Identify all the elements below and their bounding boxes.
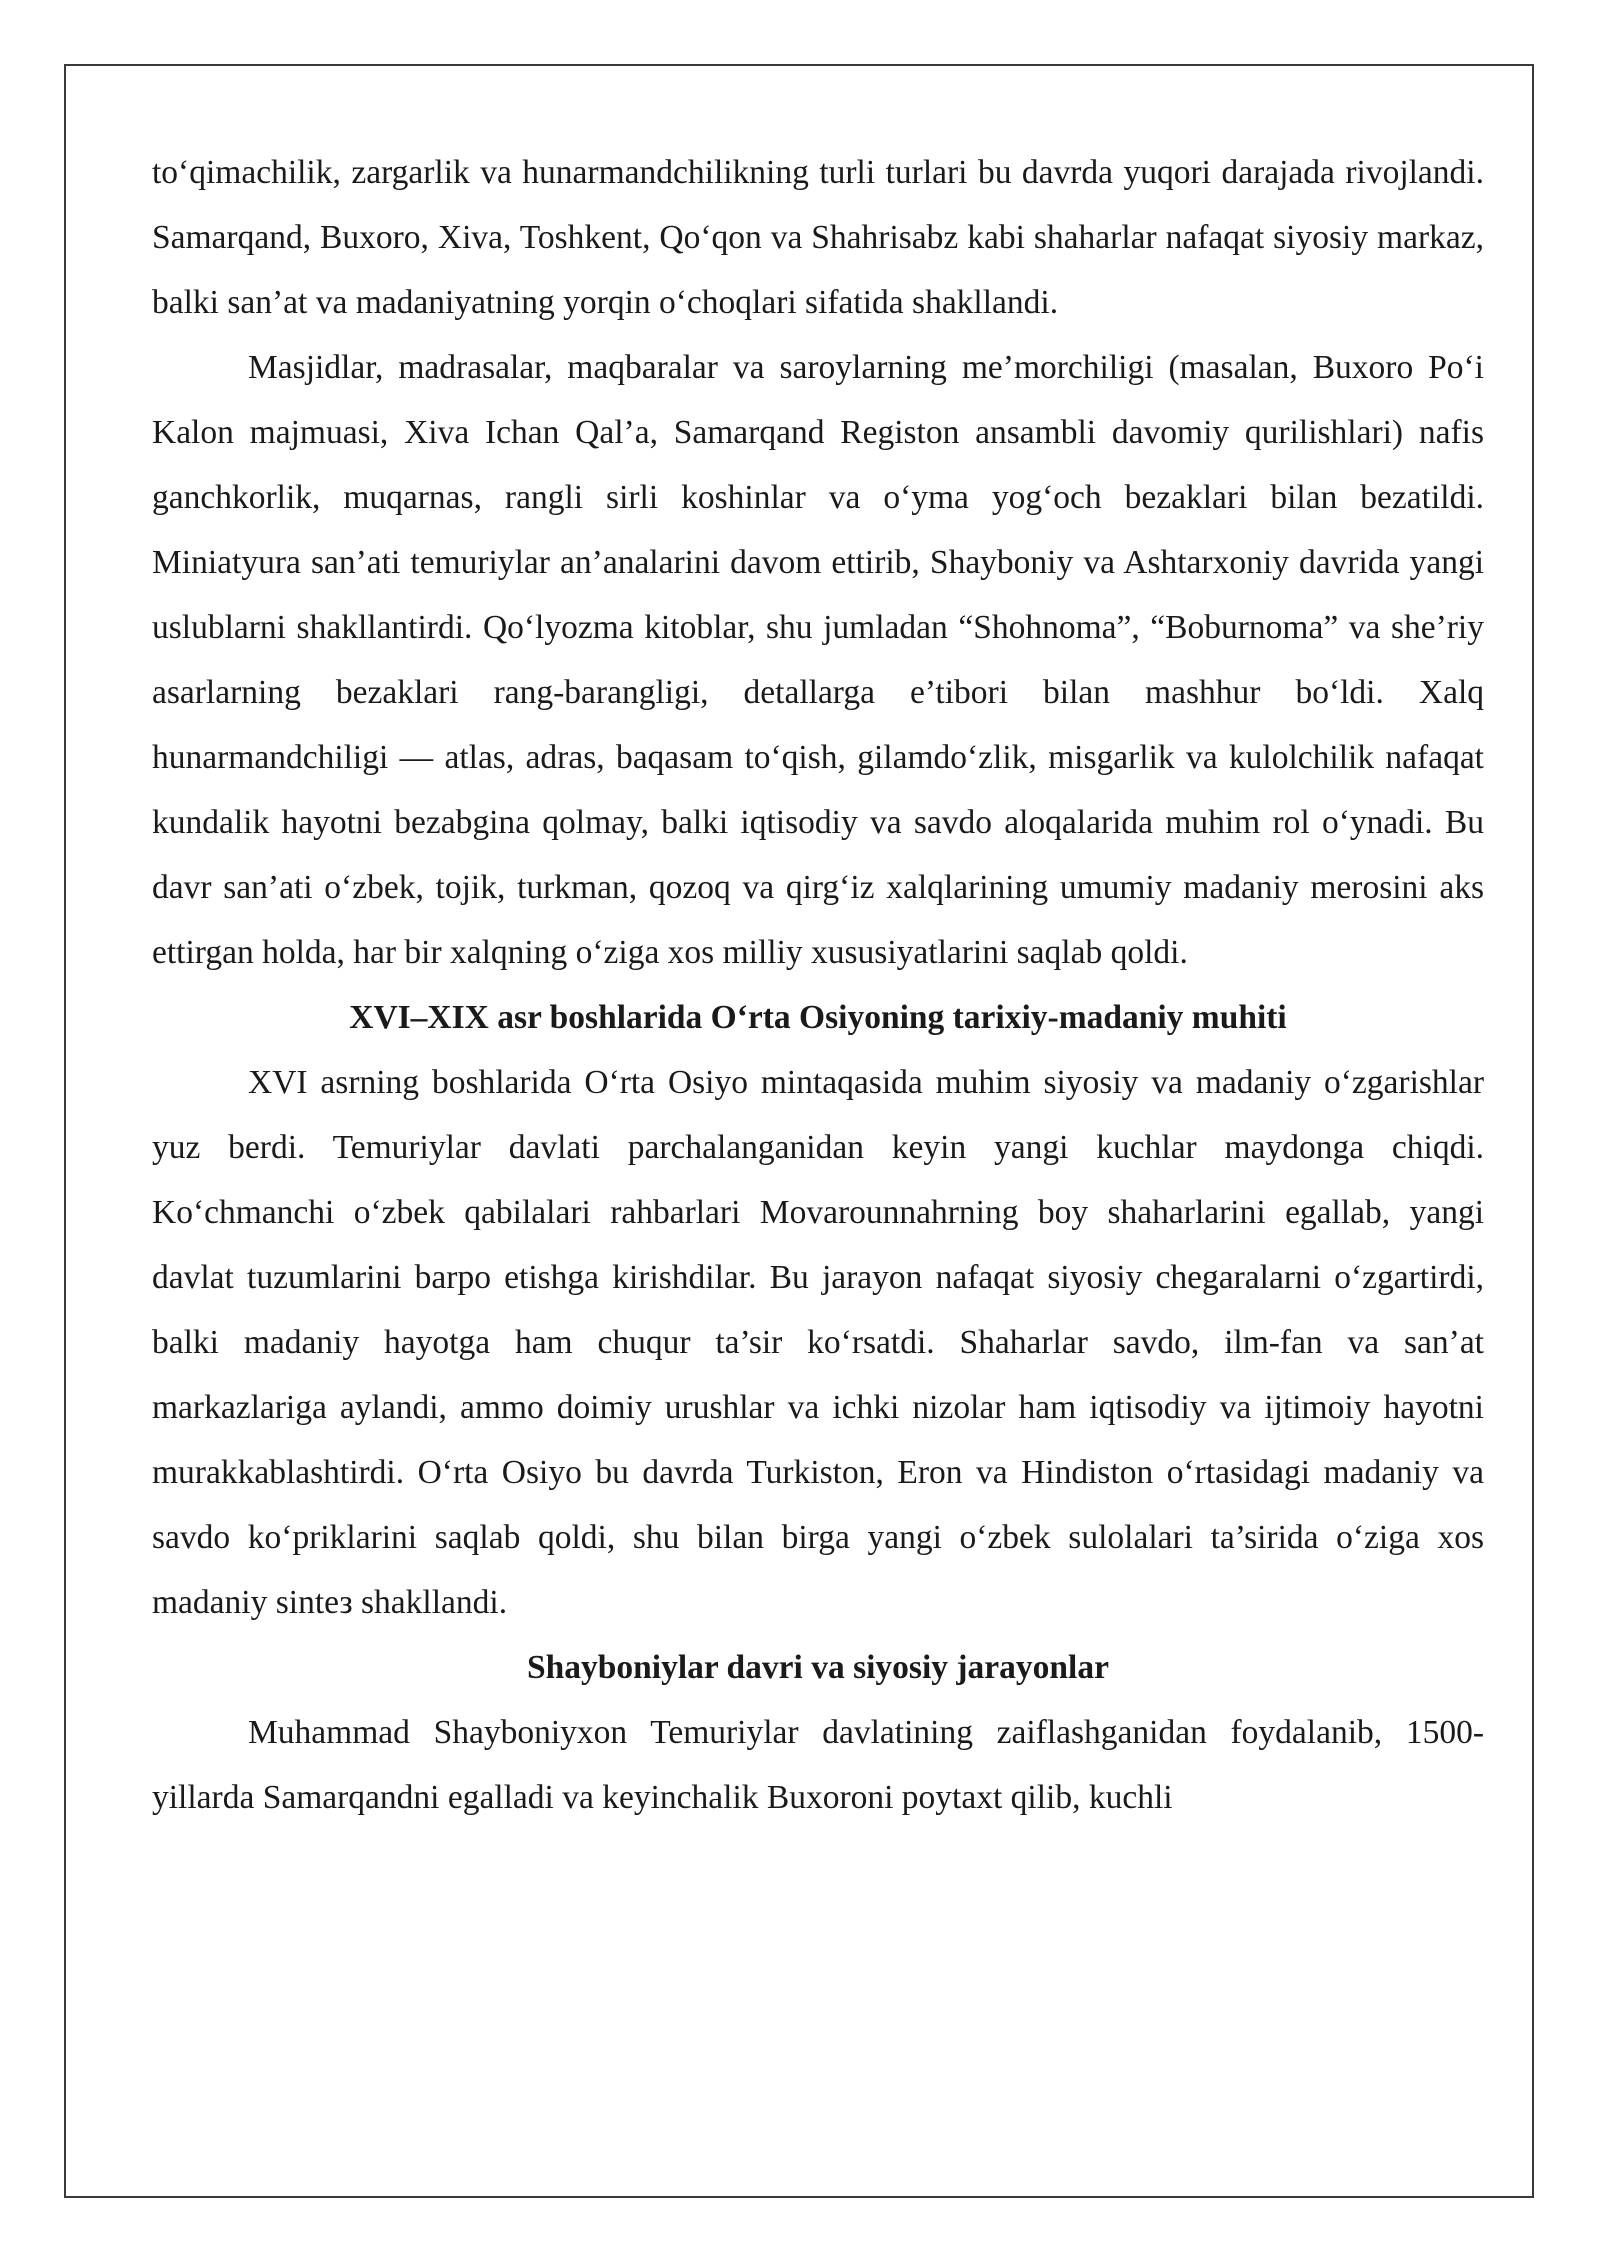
document-body [152,140,1484,1830]
section-heading-shaybanids: Shayboniylar davri va siyosiy jarayonlar [527,1649,1109,1686]
paragraph-crafts-cities: to‘qimachilik, zargarlik va hunarmandchilikning turli turlari bu davrda yuqori darajada rivojlandi. Samarqand, Buxoro, Xiva, Toshkent, Qo‘qon va Shahrisabz kabi shaharlar nafaqat siyosiy markaz, balki san’at va madaniyatning yorqin o‘choqlari sifatida shakllandi. [152,154,1484,321]
paragraph-architecture-arts: Masjidlar, madrasalar, maqbaralar va saroylarning me’morchiligi (masalan, Buxoro Po‘i Kalon majmuasi, Xiva Ichan Qal’a, Samarqand Registon ansambli davomiy qurilishlari) nafis ganchkorlik, muqarnas, rangli sirli koshinlar va o‘yma yog‘och bezaklari bilan bezatildi. Miniatyura san’ati temuriylar an’analarini davom ettirib, Shayboniy va Ashtarxoniy davrida yangi uslublarni shakllantirdi. Qo‘lyozma kitoblar, shu jumladan “Shohnoma”, “Boburnoma” va she’riy asarlarning bezaklari rang-barangligi, detallarga e’tibori bilan mashhur bo‘ldi. Xalq hunarmandchiligi — atlas, adras, baqasam to‘qish, gilamdo‘zlik, misgarlik va kulolchilik nafaqat kundalik hayotni bezabgina qolmay, balki iqtisodiy va savdo aloqalarida muhim rol o‘ynadi. Bu davr san’ati o‘zbek, tojik, turkman, qozoq va qirg‘iz xalqlarining umumiy madaniy merosini aks ettirgan holda, har bir xalqning o‘ziga xos milliy xususiyatlarini saqlab qoldi. [152,349,1484,971]
section-heading-cultural-environment: XVI–XIX asr boshlarida O‘rta Osiyoning tarixiy-madaniy muhiti [349,999,1287,1036]
paragraph-political-changes: XVI asrning boshlarida O‘rta Osiyo mintaqasida muhim siyosiy va madaniy o‘zgarishlar yuz berdi. Temuriylar davlati parchalanganidan keyin yangi kuchlar maydonga chiqdi. Ko‘chmanchi o‘zbek qabilalari rahbarlari Movarounnahrning boy shaharlarini egallab, yangi davlat tuzumlarini barpo etishga kirishdilar. Bu jarayon nafaqat siyosiy chegaralarni o‘zgartirdi, balki madaniy hayotga ham chuqur ta’sir ko‘rsatdi. Shaharlar savdo, ilm-fan va san’at markazlariga aylandi, ammo doimiy urushlar va ichki nizolar ham iqtisodiy va ijtimoiy hayotni murakkablashtirdi. O‘rta Osiyo bu davrda Turkiston, Eron va Hindiston o‘rtasidagi madaniy va savdo ko‘priklarini saqlab qoldi, shu bilan birga yangi o‘zbek sulolalari ta’sirida o‘ziga xos madaniy sintез shakllandi. [152,1064,1484,1621]
paragraph-shaybaniykhan: Muhammad Shayboniyxon Temuriylar davlatining zaiflashganidan foydalanib, 1500-yillarda Samarqandni egalladi va keyinchalik Buxoroni poytaxt qilib, kuchli [152,1714,1484,1816]
